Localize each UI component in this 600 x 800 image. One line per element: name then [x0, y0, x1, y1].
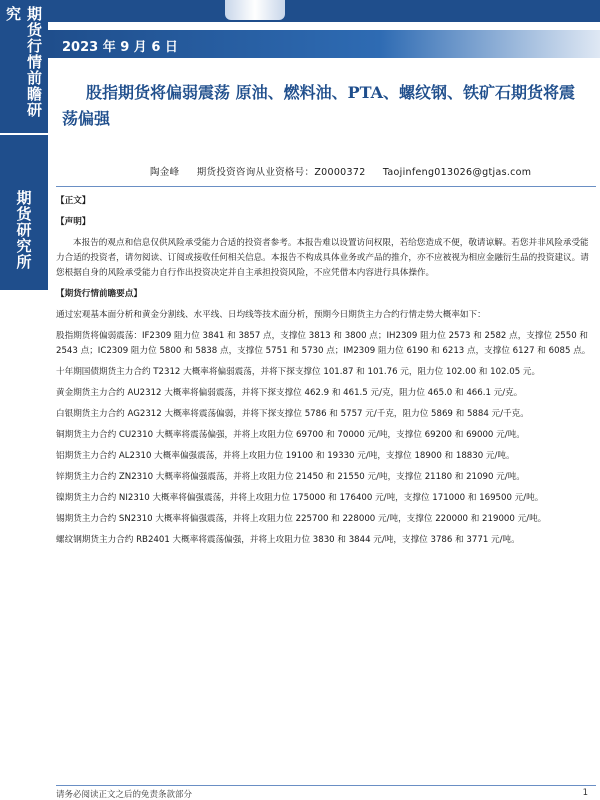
outlook-item: 铜期货主力合约 CU2310 大概率将震荡偏强，并将上攻阻力位 69700 和 70000 元/吨，支撑位 69200 和 69000 元/吨。 — [56, 430, 525, 440]
outlook-item: 锡期货主力合约 SN2310 大概率将偏强震荡，并将上攻阻力位 225700 和 228000 元/吨，支撑位 220000 和 219000 元/吨。 — [56, 514, 547, 524]
logo-emblem-icon — [225, 0, 285, 20]
divider-top — [56, 186, 596, 187]
sidebar-institute-label: 期货研究所 — [14, 190, 33, 270]
footer — [56, 788, 596, 800]
footer-disclaimer-note: 请务必阅读正文之后的免责条款部分 — [56, 790, 193, 800]
statement-paragraph: 本报告的观点和信息仅供风险承受能力合适的投资者参考。本报告难以设置访问权限，若给您造成不便，敬请谅解。若您并非风险承受能力合适的投资者，请勿阅读、订阅或接收任何相关信息。本报告不构成具体业务或产品的推介，亦不应被视为相应金融衍生品的投资建议。请您根据自身的风险承受能力自行作出投资决定并自主承担投资风险，不应凭借本内容进行具体操作。 — [56, 238, 589, 278]
outlook-item: 十年期国债期货主力合约 T2312 大概率将偏弱震荡，并将下探支撑位 101.87 和 101.76 元，阻力位 102.00 和 102.05 元。 — [56, 367, 541, 377]
outlook-intro: 通过宏观基本面分析和黄金分割线、水平线、日均线等技术面分析，预期今日期货主力合约行情走势大概率如下： — [56, 310, 486, 320]
outlook-item: 黄金期货主力合约 AU2312 大概率将偏弱震荡，并将下探支撑位 462.9 和 461.5 元/克，阻力位 465.0 和 466.1 元/克。 — [56, 388, 523, 398]
outlook-item: 铝期货主力合约 AL2310 大概率偏强震荡，并将上攻阻力位 19100 和 19330 元/吨，支撑位 18900 和 18830 元/吨。 — [56, 451, 515, 461]
author-name: 陶金峰 — [150, 167, 180, 178]
author-qualification: 期货投资咨询从业资格号：Z0000372 — [196, 167, 366, 178]
outlook-item: 镍期货主力合约 NI2310 大概率将偏强震荡，并将上攻阻力位 175000 和 176400 元/吨，支撑位 171000 和 169500 元/吨。 — [56, 493, 544, 503]
report-title: 股指期货将偏弱震荡 原油、燃料油、PTA、螺纹钢、铁矿石期货将震荡偏强 — [62, 83, 576, 128]
statement-heading: 【声明】 — [56, 217, 91, 227]
outlook-item: 锌期货主力合约 ZN2310 大概率将偏强震荡，并将上攻阻力位 21450 和 21550 元/吨，支撑位 21180 和 21090 元/吨。 — [56, 472, 525, 482]
left-sidebar — [0, 0, 48, 800]
main-text-heading: 【正文】 — [56, 196, 91, 206]
outlook-item: 螺纹钢期货主力合约 RB2401 大概率将震荡偏强，并将上攻阻力位 3830 和 3844 元/吨，支撑位 3786 和 3771 元/吨。 — [56, 535, 520, 545]
page-number: 1 — [582, 788, 588, 798]
sidebar-report-label: 期货行情前瞻研究 — [4, 6, 43, 118]
outlook-heading: 【期货行情前瞻要点】 — [56, 289, 142, 299]
outlook-item: 股指期货将偏弱震荡：IF2309 阻力位 3841 和 3857 点，支撑位 3813 和 3800 点；IH2309 阻力位 2573 和 2582 点，支撑位 2550 和 2543 点；IC2309 阻力位 5800 和 5838 点，支撑位 5751 和 5730 点；IM2309 阻力位 6190 和 6213 点，支撑位 6127 和 6085 点。 — [56, 331, 591, 356]
footer-divider — [56, 785, 596, 786]
report-date: 2023 年 9 月 6 日 — [62, 40, 178, 55]
header-bar — [48, 0, 600, 22]
outlook-item: 白银期货主力合约 AG2312 大概率将震荡偏弱，并将下探支撑位 5786 和 5757 元/千克，阻力位 5869 和 5884 元/千克。 — [56, 409, 529, 419]
report-body — [56, 192, 592, 554]
author-line — [150, 164, 590, 178]
author-email[interactable]: Taojinfeng013026@gtjas.com — [382, 167, 532, 178]
